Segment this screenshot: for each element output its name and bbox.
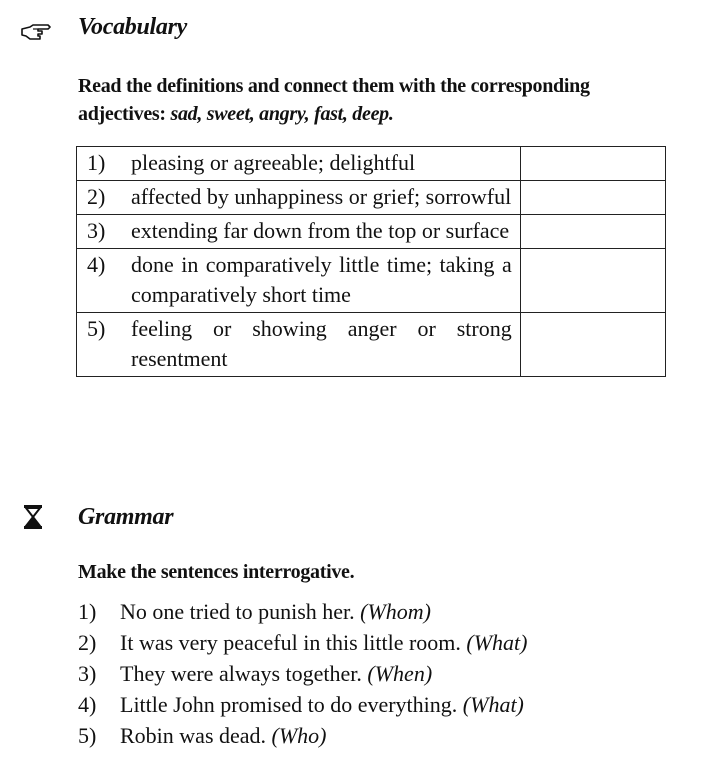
- sentence-number: 5): [78, 723, 97, 748]
- question-hint: (What): [466, 630, 528, 655]
- table-row: [77, 147, 666, 181]
- definition-text: affected by unhappiness or grief; sorrowful: [131, 184, 512, 209]
- definition-number: 2): [87, 184, 106, 209]
- table-row: [77, 181, 666, 215]
- adjective-separator: ,: [197, 103, 207, 125]
- definition-text: extending far down from the top or surface: [131, 218, 510, 243]
- sentence-text: It was very peaceful in this little room.: [120, 630, 461, 655]
- question-hint: (Whom): [360, 599, 432, 624]
- instruction-text: Read the definitions and connect them with the corresponding adjectives:: [78, 75, 590, 125]
- list-item: [78, 627, 528, 658]
- definitions-table: [76, 146, 666, 377]
- adjective-separator: ,: [304, 103, 315, 125]
- adjective-separator: ,: [249, 103, 260, 125]
- definition-cell: [77, 313, 521, 377]
- definition-cell: [77, 181, 521, 215]
- sentence-text: Little John promised to do everything.: [120, 692, 458, 717]
- grammar-sentence-list: [78, 596, 528, 751]
- answer-cell[interactable]: [520, 215, 665, 249]
- list-item: [78, 720, 528, 751]
- definition-number: 4): [87, 252, 106, 277]
- answer-cell[interactable]: [520, 181, 665, 215]
- definition-number: 1): [87, 150, 106, 175]
- answer-cell[interactable]: [520, 147, 665, 181]
- adjective: sad: [170, 103, 198, 125]
- sentence-number: 3): [78, 661, 97, 686]
- definition-text: feeling or showing anger or strong resentment: [131, 316, 512, 371]
- definition-number: 3): [87, 218, 106, 243]
- vocabulary-title: Vocabulary: [78, 14, 188, 40]
- table-row: [77, 215, 666, 249]
- answer-cell[interactable]: [520, 313, 665, 377]
- vocabulary-instruction: [78, 72, 678, 128]
- definition-cell: [77, 249, 521, 313]
- definition-number: 5): [87, 316, 106, 341]
- sentence-text: They were always together.: [120, 661, 362, 686]
- grammar-title: Grammar: [78, 504, 174, 530]
- list-item: [78, 658, 528, 689]
- sentence-text: No one tried to punish her.: [120, 599, 355, 624]
- grammar-instruction: Make the sentences interrogative.: [78, 561, 355, 583]
- question-hint: (When): [367, 661, 433, 686]
- list-item: [78, 689, 528, 720]
- table-row: [77, 249, 666, 313]
- sentence-number: 2): [78, 630, 97, 655]
- definition-text: pleasing or agreeable; delightful: [131, 150, 416, 175]
- adjective: sweet: [206, 103, 250, 125]
- definition-cell: [77, 147, 521, 181]
- sentence-number: 4): [78, 692, 97, 717]
- question-hint: (Who): [271, 723, 327, 748]
- sentence-number: 1): [78, 599, 97, 624]
- adjective-separator: ,: [342, 103, 353, 125]
- sentence-text: Robin was dead.: [120, 723, 267, 748]
- question-hint: (What): [462, 692, 524, 717]
- instruction-end: .: [388, 103, 394, 125]
- definition-cell: [77, 215, 521, 249]
- hourglass-icon: [22, 504, 44, 535]
- list-item: [78, 596, 528, 627]
- definition-text: done in comparatively little time; taking a comparatively short time: [131, 252, 512, 307]
- answer-cell[interactable]: [520, 249, 665, 313]
- table-row: [77, 313, 666, 377]
- pointing-hand-icon: [20, 22, 54, 47]
- adjective: fast: [314, 103, 343, 125]
- adjective: deep: [352, 103, 389, 125]
- adjective: angry: [259, 103, 305, 125]
